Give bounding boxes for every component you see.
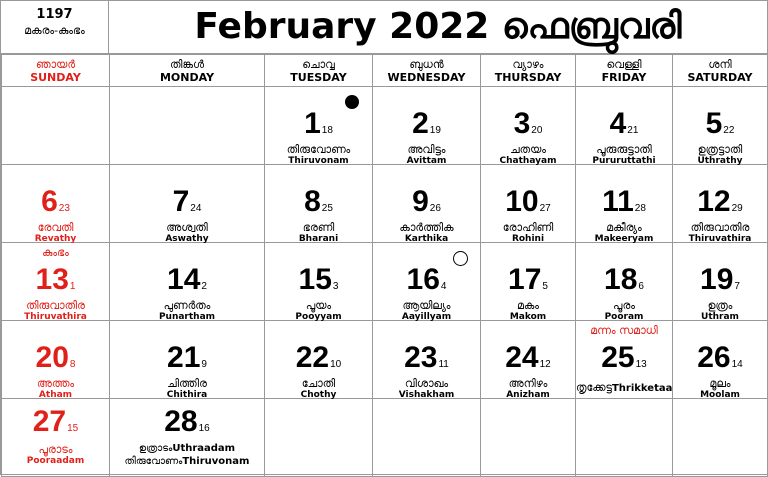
weekday-mal: ബുധൻ: [409, 57, 444, 71]
malayalam-date: 10: [330, 359, 342, 370]
malayalam-date: 11: [438, 359, 449, 370]
weekday-eng: MONDAY: [159, 70, 215, 84]
date-number: [265, 343, 372, 373]
star-english: Pururuttathi: [592, 156, 656, 166]
day-cell[interactable]: [576, 165, 673, 243]
malayalam-date: 23: [58, 203, 70, 214]
malayalam-date: 26: [429, 203, 441, 214]
weekday-eng: SUNDAY: [30, 70, 81, 84]
week-row: [2, 399, 768, 477]
star-english: Pooram: [604, 312, 644, 322]
star-english: Chithira: [166, 390, 208, 400]
malayalam-date: 13: [635, 359, 647, 370]
star-english: Makom: [509, 312, 547, 322]
malayalam-date: 14: [731, 359, 743, 370]
star-english: Makeeryam: [594, 234, 654, 244]
day-cell[interactable]: [481, 165, 576, 243]
star-english: Moolam: [700, 390, 740, 400]
malayalam-date: 19: [429, 125, 441, 136]
star-malayalam: വിശാഖം: [404, 377, 449, 390]
day-cell[interactable]: [265, 87, 373, 165]
day-cell[interactable]: [2, 243, 110, 321]
malayalam-date: 4: [440, 281, 447, 292]
star-malayalam: ഉത്രട്ടാതി: [697, 143, 743, 156]
week-row: [2, 321, 768, 399]
weekday-header-row: [2, 55, 768, 87]
weekday-mal: തിങ്കൾ: [170, 57, 204, 71]
star-english: Punartham: [158, 312, 216, 322]
star-malayalam: അനിഴം: [508, 377, 548, 390]
date-number: [2, 265, 109, 295]
star-english: Thiruvonam: [182, 456, 250, 467]
malayalam-date: 20: [531, 125, 543, 136]
day-number: 14: [167, 263, 201, 296]
star-malayalam: മകം: [516, 299, 539, 312]
weekday-wednesday: [373, 55, 481, 87]
star-malayalam: പൂരം: [613, 299, 635, 312]
date-number: [576, 187, 672, 217]
day-cell[interactable]: [481, 321, 576, 399]
day-number: 4: [609, 107, 627, 140]
date-number: [2, 343, 109, 373]
event-note: മന്നം സമാധി: [590, 324, 658, 337]
date-number: [265, 265, 372, 295]
star-english: Avittam: [406, 156, 447, 166]
weekday-mal: ഞായർ: [35, 57, 76, 71]
weekday-mal: വ്യാഴം: [512, 57, 544, 71]
star-english: Uthram: [701, 312, 739, 322]
star-malayalam: കാർത്തിക: [399, 221, 454, 234]
day-number: 21: [167, 341, 201, 374]
malayalam-date: 18: [321, 125, 333, 136]
day-number: 27: [32, 405, 67, 438]
day-number: 15: [298, 263, 332, 296]
star-english: Chothy: [300, 390, 337, 400]
star-malayalam: ഉത്രാടം: [138, 443, 173, 454]
star-english: Thiruvathira: [688, 234, 752, 244]
day-number: 22: [295, 341, 330, 374]
day-number: 16: [406, 263, 440, 296]
star-line-1: [110, 443, 264, 455]
star-malayalam: ചതയം: [510, 143, 546, 156]
day-number: 28: [164, 405, 198, 438]
calendar-grid: [1, 54, 767, 477]
star-malayalam: പൂയം: [305, 299, 332, 312]
year-box: [1, 1, 109, 53]
star-english: Bharani: [298, 234, 339, 244]
date-number: [576, 109, 672, 139]
weekday-friday: [576, 55, 673, 87]
day-cell[interactable]: [110, 165, 265, 243]
day-cell[interactable]: [373, 87, 481, 165]
malayalam-date: 27: [539, 203, 551, 214]
weekday-mal: വെള്ളി: [606, 57, 642, 71]
day-number: 12: [697, 185, 731, 218]
empty-cell: [576, 399, 673, 477]
day-cell[interactable]: [673, 243, 768, 321]
day-number: 23: [404, 341, 438, 374]
day-cell[interactable]: [2, 165, 110, 243]
day-number: 7: [172, 185, 190, 218]
malayalam-date: 6: [638, 281, 644, 292]
star-malayalam: മകീര്യം: [606, 221, 642, 234]
weekday-sunday: [2, 55, 110, 87]
day-number: 6: [41, 185, 58, 218]
week-row: [2, 87, 768, 165]
star-malayalam: ചിത്തിര: [167, 377, 207, 390]
day-cell[interactable]: [265, 165, 373, 243]
day-number: 5: [705, 107, 723, 140]
day-cell[interactable]: [265, 243, 373, 321]
star-english: Revathy: [34, 234, 77, 244]
day-cell[interactable]: [110, 243, 265, 321]
weekday-eng: THURSDAY: [494, 70, 562, 84]
date-number: [373, 109, 480, 139]
weekday-tuesday: [265, 55, 373, 87]
star-english: Chathayam: [499, 156, 557, 166]
star-malayalam: അത്തം: [36, 377, 75, 390]
day-cell[interactable]: [2, 321, 110, 399]
day-number: 13: [35, 263, 69, 296]
day-number: 2: [412, 107, 429, 140]
star-line-2: [110, 456, 264, 468]
date-number: [110, 343, 264, 373]
date-number: [481, 343, 575, 373]
star-malayalam: രോഹിണി: [502, 221, 554, 234]
date-number: [673, 343, 767, 373]
star-malayalam: തൃക്കേട്ട: [576, 381, 612, 394]
day-number: 25: [601, 341, 635, 374]
day-cell[interactable]: [265, 321, 373, 399]
malayalam-date: 21: [627, 125, 639, 136]
star-malayalam: പൂരുരുട്ടാതി: [596, 143, 652, 156]
malayalam-date: 12: [539, 359, 551, 370]
day-number: 20: [35, 341, 69, 374]
date-number: [481, 265, 575, 295]
day-cell[interactable]: [373, 165, 481, 243]
star-malayalam: തിരുവാതിര: [690, 221, 750, 234]
day-number: 3: [513, 107, 531, 140]
date-number: [481, 187, 575, 217]
malayalam-date: 24: [190, 203, 202, 214]
star-malayalam: തിരുവാതിര: [26, 299, 85, 312]
date-number: [110, 265, 264, 295]
star-english: Thiruvathira: [24, 312, 87, 322]
weekday-thursday: [481, 55, 576, 87]
date-number: [673, 187, 767, 217]
day-cell[interactable]: [673, 87, 768, 165]
day-number: 10: [505, 185, 539, 218]
star-english: Thiruvonam: [288, 156, 349, 166]
day-cell[interactable]: [481, 87, 576, 165]
date-number: [110, 407, 264, 437]
malayalam-date: 9: [201, 359, 207, 370]
day-number: 1: [304, 107, 321, 140]
malayalam-date: 7: [734, 281, 740, 292]
weekday-eng: FRIDAY: [601, 70, 647, 84]
empty-cell: [2, 87, 110, 165]
date-number: [373, 187, 480, 217]
full-moon-icon: [453, 251, 468, 266]
malayalam-date: 28: [634, 203, 646, 214]
star-malayalam: ഉത്രം: [707, 299, 733, 312]
day-cell[interactable]: [576, 243, 673, 321]
week-row: [2, 243, 768, 321]
star-english: Rohini: [511, 234, 545, 244]
day-number: 8: [304, 185, 321, 218]
day-cell[interactable]: [576, 321, 673, 399]
star-english: Aayillyam: [401, 312, 452, 322]
malayalam-date: 3: [332, 281, 339, 292]
star-english: Uthrathy: [697, 156, 743, 166]
star-malayalam: അശ്വതി: [166, 221, 208, 234]
malayalam-date: 16: [198, 423, 210, 434]
day-cell[interactable]: [110, 321, 265, 399]
star-malayalam: മൂലം: [709, 377, 731, 390]
date-number: [373, 265, 480, 295]
page-title: February 2022 ഫെബ്രുവരി: [194, 6, 682, 47]
weekday-eng: TUESDAY: [290, 70, 347, 84]
malayalam-month: മകരം-കുംഭം: [24, 24, 85, 37]
day-number: 17: [508, 263, 542, 296]
malayalam-date: 29: [731, 203, 743, 214]
star-malayalam: ആയില്യം: [402, 299, 451, 312]
day-cell[interactable]: [2, 399, 110, 477]
date-number: [373, 343, 480, 373]
week-row: [2, 165, 768, 243]
empty-cell: [373, 399, 481, 477]
malayalam-date: 5: [542, 281, 548, 292]
weekday-eng: WEDNESDAY: [387, 70, 466, 84]
year-number: 1197: [36, 7, 73, 22]
malayalam-date: 2: [201, 281, 207, 292]
weekday-eng: SATURDAY: [687, 70, 753, 84]
star-combined: [576, 381, 672, 395]
star-malayalam: പൂരാടം: [38, 443, 73, 456]
day-number: 19: [700, 263, 734, 296]
date-number: [576, 343, 672, 373]
star-english: Pooraadam: [26, 456, 85, 466]
date-number: [2, 187, 109, 217]
star-english: Pooyyam: [295, 312, 342, 322]
day-number: 11: [602, 185, 634, 218]
malayalam-date: 8: [69, 359, 76, 370]
day-cell[interactable]: [481, 243, 576, 321]
empty-cell: [673, 399, 768, 477]
weekday-mal: ശനി: [708, 57, 732, 71]
day-cell[interactable]: [576, 87, 673, 165]
star-malayalam: ചോതി: [301, 377, 336, 390]
day-cell[interactable]: [110, 399, 265, 477]
star-english: Uthraadam: [172, 443, 236, 454]
star-english: Atham: [38, 390, 73, 400]
date-number: [265, 109, 372, 139]
day-cell[interactable]: [373, 243, 481, 321]
empty-cell: [265, 399, 373, 477]
empty-cell: [481, 399, 576, 477]
star-malayalam: അവിട്ടം: [407, 143, 446, 156]
month-start-note: കുംഭം: [42, 246, 69, 259]
day-cell[interactable]: [673, 165, 768, 243]
malayalam-date: 1: [69, 281, 76, 292]
star-malayalam: ഭരണി: [302, 221, 335, 234]
star-malayalam: തിരുവോണം: [124, 456, 183, 467]
malayalam-date: 22: [723, 125, 735, 136]
malayalam-date: 25: [321, 203, 333, 214]
day-number: 26: [697, 341, 731, 374]
star-malayalam: തിരുവോണം: [286, 143, 351, 156]
star-english: Karthika: [404, 234, 449, 244]
empty-cell: [110, 87, 265, 165]
date-number: [673, 109, 767, 139]
malayalam-date: 15: [67, 423, 79, 434]
day-number: 18: [604, 263, 638, 296]
weekday-monday: [110, 55, 265, 87]
day-cell[interactable]: [673, 321, 768, 399]
date-number: [110, 187, 264, 217]
date-number: [265, 187, 372, 217]
date-number: [481, 109, 575, 139]
star-english: Vishakham: [398, 390, 455, 400]
day-number: 9: [412, 185, 429, 218]
star-malayalam: രേവതി: [37, 221, 74, 234]
weekday-saturday: [673, 55, 768, 87]
star-english: Aswathy: [165, 234, 209, 244]
star-english: Anizham: [506, 390, 550, 400]
weekday-mal: ചൊവ്വ: [302, 57, 335, 71]
new-moon-icon: [345, 95, 359, 109]
star-malayalam: പുണർതം: [163, 299, 211, 312]
date-number: [2, 407, 109, 437]
title-row: [1, 1, 767, 54]
day-number: 24: [505, 341, 539, 374]
date-number: [576, 265, 672, 295]
date-number: [673, 265, 767, 295]
star-english: Thrikketaa: [611, 383, 673, 394]
day-cell[interactable]: [373, 321, 481, 399]
